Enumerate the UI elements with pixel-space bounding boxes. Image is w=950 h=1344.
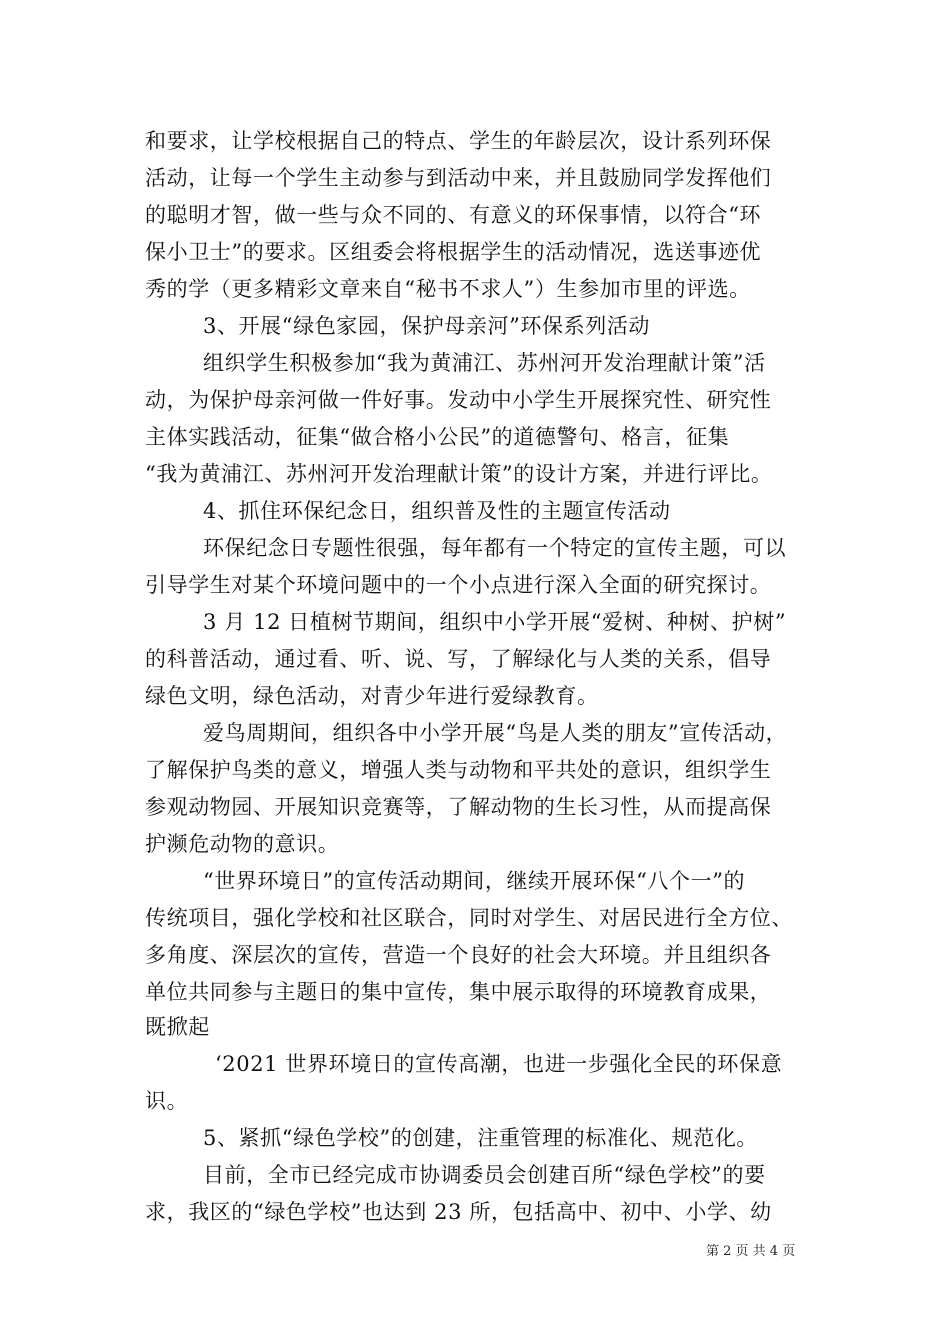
page-number: 第 2 页 共 4 页 (706, 1244, 796, 1259)
text-line: 秀的学（更多精彩文章来自“秘书不求人”）生参加市里的评选。 (145, 277, 751, 301)
text-line: 引导学生对某个环境问题中的一个小点进行深入全面的研究探讨。 (145, 573, 772, 597)
section-heading: 5、紧抓“绿色学校”的创建，注重管理的标准化、规范化。 (203, 1126, 759, 1150)
text-line: 了解保护鸟类的意义，增强人类与动物和平共处的意识，组织学生 (145, 758, 772, 782)
section-heading: 3、开展“绿色家园，保护母亲河”环保系列活动 (203, 314, 651, 338)
text-line: 参观动物园、开展知识竞赛等，了解动物的生长习性，从而提高保 (145, 795, 772, 819)
text-line: 和要求，让学校根据自己的特点、学生的年龄层次，设计系列环保 (145, 129, 772, 153)
text-line: 主体实践活动，征集“做合格小公民”的道德警句、格言，征集 (145, 425, 730, 449)
text-line: 求，我区的“绿色学校”也达到 23 所，包括高中、初中、小学、幼 (145, 1200, 772, 1224)
text-line: 环保纪念日专题性很强，每年都有一个特定的宣传主题，可以 (203, 536, 787, 560)
text-line: 组织学生积极参加“我为黄浦江、苏州河开发治理献计策”活 (203, 351, 766, 375)
text-line: 目前，全市已经完成市协调委员会创建百所“绿色学校”的要 (203, 1163, 766, 1187)
text-line: 单位共同参与主题日的集中宣传，集中展示取得的环境教育成果， (145, 980, 772, 1004)
text-line: 爱鸟周期间，组织各中小学开展“鸟是人类的朋友”宣传活动， (203, 721, 788, 745)
section-heading: 4、抓住环保纪念日，组织普及性的主题宣传活动 (203, 499, 671, 523)
text-line: ‘2021 世界环境日的宣传高潮，也进一步强化全民的环保意 (215, 1052, 783, 1076)
text-line: 活动，让每一个学生主动参与到活动中来，并且鼓励同学发挥他们 (145, 166, 772, 190)
text-line: 的聪明才智，做一些与众不同的、有意义的环保事情，以符合“环 (145, 203, 762, 227)
text-line: 识。 (145, 1089, 189, 1113)
text-line: 传统项目，强化学校和社区联合，同时对学生、对居民进行全方位、 (145, 906, 793, 930)
text-line: 护濒危动物的意识。 (145, 832, 340, 856)
text-line: “我为黄浦江、苏州河开发治理献计策”的设计方案，并进行评比。 (145, 462, 773, 486)
text-line: 保小卫士”的要求。区组委会将根据学生的活动情况，选送事迹优 (145, 240, 762, 264)
text-line: 既掀起 (145, 1015, 210, 1039)
text-line: “世界环境日”的宣传活动期间，继续开展环保“八个一”的 (203, 869, 746, 893)
text-line: 的科普活动，通过看、听、说、写，了解绿化与人类的关系，倡导 (145, 647, 772, 671)
text-line: 3 月 12 日植树节期间，组织中小学开展“爱树、种树、护树” (203, 610, 787, 634)
text-line: 动，为保护母亲河做一件好事。发动中小学生开展探究性、研究性 (145, 388, 772, 412)
text-line: 绿色文明，绿色活动，对青少年进行爱绿教育。 (145, 684, 599, 708)
text-line: 多角度、深层次的宣传，营造一个良好的社会大环境。并且组织各 (145, 943, 772, 967)
